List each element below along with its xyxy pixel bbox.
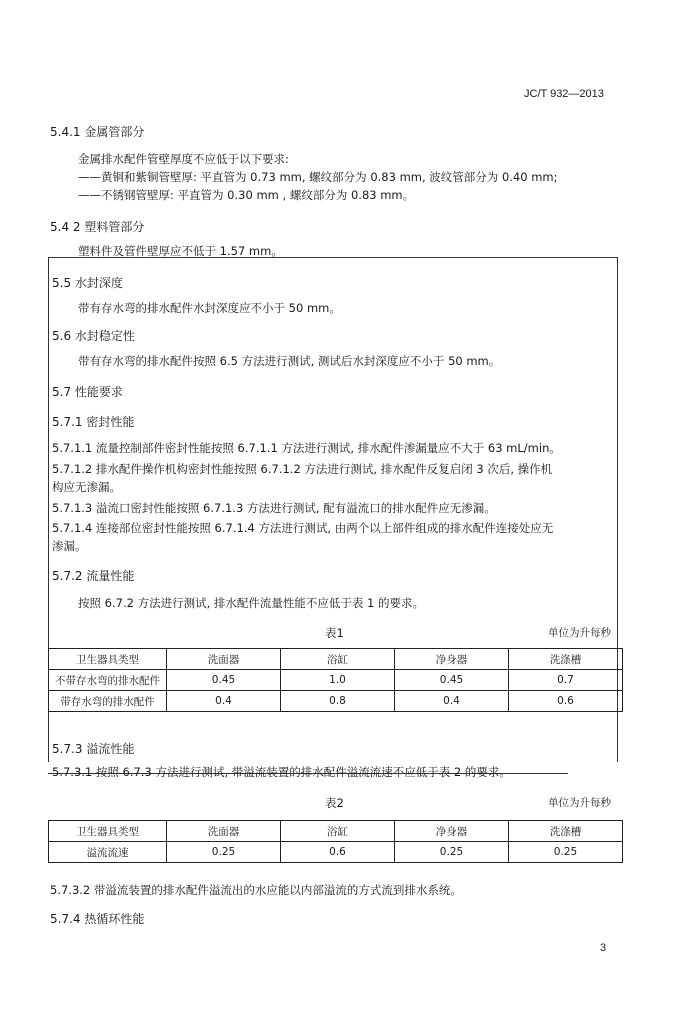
section-5-4-2-heading: 5.4 2 塑料管部分 — [50, 220, 145, 234]
table-cell: 0.25 — [167, 842, 281, 863]
table-cell: 0.25 — [509, 842, 623, 863]
section-5-5-text: 带有存水弯的排水配件水封深度应不小于 50 mm。 — [78, 301, 341, 315]
table-cell: 净身器 — [395, 649, 509, 670]
section-5-7-4-heading: 5.7.4 热循环性能 — [50, 912, 145, 926]
section-5-4-1-item-2: ——不锈钢管壁厚: 平直管为 0.30 mm , 螺纹部分为 0.83 mm。 — [78, 188, 415, 202]
table-cell: 不带存水弯的排水配件 — [49, 670, 167, 691]
section-5-5-heading: 5.5 水封深度 — [52, 276, 123, 290]
table-cell: 0.45 — [395, 670, 509, 691]
table-cell: 溢流流速 — [49, 842, 167, 863]
table-cell: 卫生器具类型 — [49, 821, 167, 842]
table-cell: 0.45 — [167, 670, 281, 691]
table-row — [49, 691, 623, 712]
standard-number: JC/T 932—2013 — [524, 88, 604, 100]
table-cell: 1.0 — [281, 670, 395, 691]
table-cell: 净身器 — [395, 821, 509, 842]
section-5-7-1-2-line-2: 构应无渗漏。 — [52, 480, 121, 494]
table-cell: 洗面器 — [167, 821, 281, 842]
section-5-7-heading: 5.7 性能要求 — [52, 385, 123, 399]
table-2 — [48, 820, 623, 863]
table-cell: 0.8 — [281, 691, 395, 712]
table-1-header-row — [49, 649, 623, 670]
section-5-7-2-heading: 5.7.2 流量性能 — [52, 569, 135, 583]
table-cell: 0.4 — [167, 691, 281, 712]
table-cell: 浴缸 — [281, 821, 395, 842]
section-5-7-1-4-line-2: 渗漏。 — [52, 539, 87, 553]
table-cell: 0.4 — [395, 691, 509, 712]
table-cell: 卫生器具类型 — [49, 649, 167, 670]
table-1-unit: 单位为升每秒 — [548, 627, 611, 639]
table-cell: 0.6 — [281, 842, 395, 863]
table-cell: 洗涤槽 — [509, 649, 623, 670]
section-5-7-1-4-line-1: 5.7.1.4 连接部位密封性能按照 6.7.1.4 方法进行测试, 由两个以上部件组成的排水配件连接处应无 — [52, 521, 554, 535]
section-5-4-1-heading: 5.4.1 金属管部分 — [50, 125, 145, 139]
table-1-caption: 表1 — [325, 626, 344, 640]
table-2-unit: 单位为升每秒 — [548, 797, 611, 809]
frame-top-line — [48, 257, 618, 258]
table-cell: 浴缸 — [281, 649, 395, 670]
table-row — [49, 842, 623, 863]
section-5-7-1-1: 5.7.1.1 流量控制部件密封性能按照 6.7.1.1 方法进行测试, 排水配件渗漏量应不大于 63 mL/min。 — [52, 441, 561, 455]
section-5-7-3-1: 5.7.3.1 按照 6.7.3 方法进行测试, 带溢流装置的排水配件溢流流速不应低于表 2 的要求。 — [52, 765, 511, 779]
table-cell: 0.25 — [395, 842, 509, 863]
table-1 — [48, 648, 623, 712]
table-cell: 洗面器 — [167, 649, 281, 670]
table-cell: 0.6 — [509, 691, 623, 712]
table-cell: 带存水弯的排水配件 — [49, 691, 167, 712]
table-row — [49, 670, 623, 691]
section-5-7-1-heading: 5.7.1 密封性能 — [52, 415, 135, 429]
section-5-4-1-intro: 金属排水配件管壁厚度不应低于以下要求: — [78, 152, 289, 166]
section-5-6-heading: 5.6 水封稳定性 — [52, 329, 135, 343]
table-2-header-row — [49, 821, 623, 842]
section-5-4-1-item-1: ——黄铜和紫铜管壁厚: 平直管为 0.73 mm, 螺纹部分为 0.83 mm, 波纹管部分为 0.40 mm; — [78, 170, 558, 184]
section-5-4-2-text: 塑料件及管件壁厚应不低于 1.57 mm。 — [78, 244, 283, 258]
section-5-7-1-2-line-1: 5.7.1.2 排水配件操作机构密封性能按照 6.7.1.2 方法进行测试, 排水配件反复启闭 3 次后, 操作机 — [52, 462, 553, 476]
table-2-caption: 表2 — [325, 796, 344, 810]
section-5-7-3-2: 5.7.3.2 带溢流装置的排水配件溢流出的水应能以内部溢流的方式流到排水系统。 — [50, 883, 462, 897]
section-5-6-text: 带有存水弯的排水配件按照 6.5 方法进行测试, 测试后水封深度应不小于 50 mm。 — [78, 354, 501, 368]
page-number: 3 — [600, 942, 607, 954]
table-cell: 洗涤槽 — [509, 821, 623, 842]
section-5-7-1-3: 5.7.1.3 溢流口密封性能按照 6.7.1.3 方法进行测试, 配有溢流口的排水配件应无渗漏。 — [52, 501, 496, 515]
section-5-7-3-heading: 5.7.3 溢流性能 — [52, 742, 135, 756]
table-cell: 0.7 — [509, 670, 623, 691]
section-5-7-2-text: 按照 6.7.2 方法进行测试, 排水配件流量性能不应低于表 1 的要求。 — [78, 596, 425, 610]
